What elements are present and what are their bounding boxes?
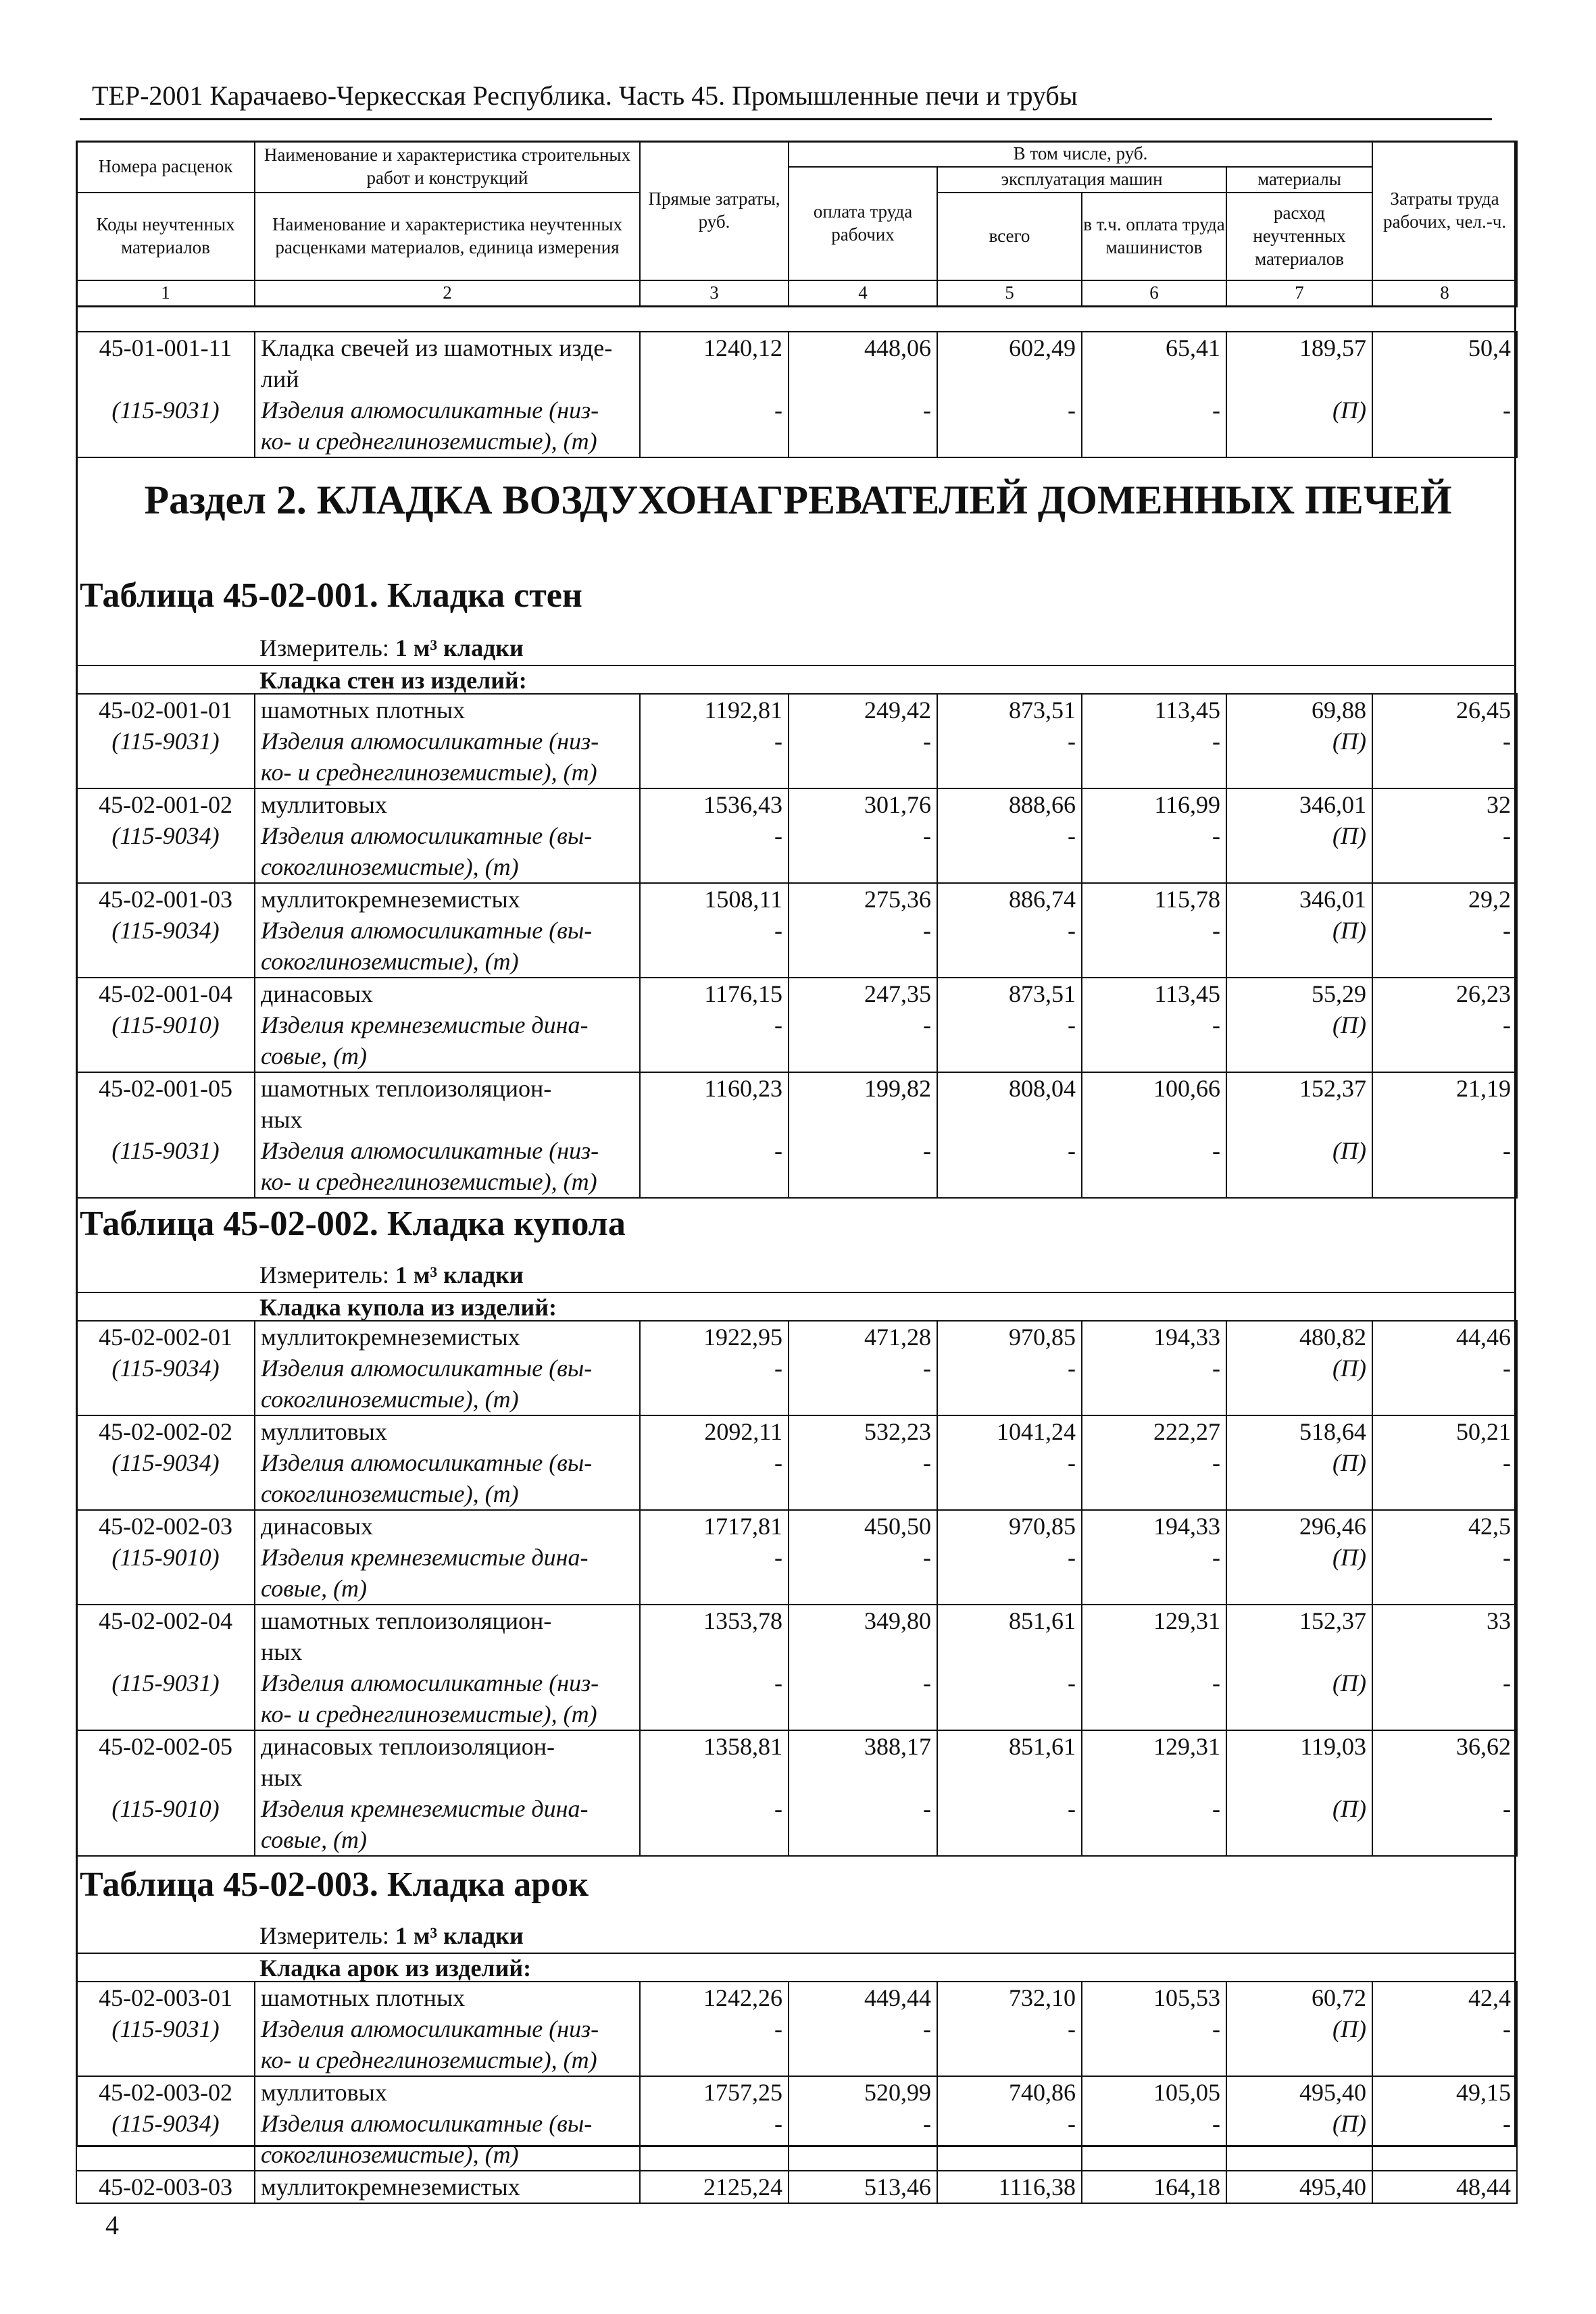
material-name: Изделия алюмосиликатные (вы- сокоглиноземистые), (т) — [255, 1447, 640, 1510]
labor-hours: 49,15 — [1372, 2076, 1517, 2108]
rate-code: 45-01-001-11 — [76, 332, 255, 395]
material-row — [76, 726, 1517, 788]
machines-total: 1116,38 — [937, 2171, 1082, 2203]
dash: - — [937, 726, 1082, 788]
material-row — [76, 1009, 1517, 1072]
dash: - — [937, 915, 1082, 978]
material-p-mark: (П) — [1226, 1793, 1372, 1856]
material-p-mark: (П) — [1226, 1353, 1372, 1415]
dash: - — [789, 2108, 937, 2171]
col-header-name-top: Наименование и характеристика строительных работ и конструкций — [255, 141, 640, 193]
dash: - — [1372, 1447, 1517, 1510]
material-p-mark: (П) — [1226, 2013, 1372, 2076]
labor-pay: 450,50 — [789, 1510, 937, 1542]
dash: - — [789, 395, 937, 457]
dash: - — [1372, 1542, 1517, 1605]
rate-name: муллитокремнеземистых — [255, 1321, 640, 1353]
dash: - — [640, 1793, 789, 1856]
direct-cost: 1757,25 — [640, 2076, 789, 2108]
dash: - — [1372, 2013, 1517, 2076]
direct-cost: 1353,78 — [640, 1605, 789, 1667]
direct-cost: 1717,81 — [640, 1510, 789, 1542]
material-code: (115-9010) — [76, 1793, 255, 1856]
dash: - — [1082, 915, 1226, 978]
col-header-codes-top: Номера расценок — [76, 141, 255, 193]
material-p-mark: (П) — [1226, 915, 1372, 978]
material-p-mark: (П) — [1226, 1667, 1372, 1730]
direct-cost: 2125,24 — [640, 2171, 789, 2203]
material-p-mark: (П) — [1226, 2108, 1372, 2171]
col-header-labor-pay: оплата труда рабочих — [789, 167, 937, 280]
labor-pay: 532,23 — [789, 1415, 937, 1447]
material-code: (115-9034) — [76, 1353, 255, 1415]
machines-total: 732,10 — [937, 1982, 1082, 2013]
col-number: 6 — [1082, 280, 1226, 307]
table-row — [76, 978, 1517, 1009]
material-code: (115-9031) — [76, 726, 255, 788]
labor-hours: 44,46 — [1372, 1321, 1517, 1353]
table-row — [76, 1730, 1517, 1793]
section-title: Раздел 2. КЛАДКА ВОЗДУХОНАГРЕВАТЕЛЕЙ ДОМЕННЫХ ПЕЧЕЙ — [144, 478, 1452, 522]
rate-name: муллитовых — [255, 1415, 640, 1447]
col-number: 5 — [937, 280, 1082, 307]
material-p-mark: (П) — [1226, 395, 1372, 457]
rate-code: 45-02-001-03 — [76, 883, 255, 915]
col-header-machines: эксплуатация машин — [937, 167, 1226, 193]
rate-code: 45-02-002-04 — [76, 1605, 255, 1667]
dash: - — [789, 1447, 937, 1510]
col-header-machinist-pay: в т.ч. оплата труда машинистов — [1082, 193, 1226, 280]
machinist-pay: 164,18 — [1082, 2171, 1226, 2203]
material-row — [76, 1667, 1517, 1730]
material-code: (115-9010) — [76, 1542, 255, 1605]
material-row — [76, 1447, 1517, 1510]
table-row — [76, 1072, 1517, 1135]
machinist-pay: 100,66 — [1082, 1072, 1226, 1135]
rate-name: муллитокремнеземистых — [255, 2171, 640, 2203]
rate-name: динасовых — [255, 1510, 640, 1542]
labor-hours: 42,4 — [1372, 1982, 1517, 2013]
material-code: (115-9034) — [76, 915, 255, 978]
rate-name: шамотных теплоизоляцион- ных — [255, 1072, 640, 1135]
materials: 518,64 — [1226, 1415, 1372, 1447]
labor-pay: 448,06 — [789, 332, 937, 395]
material-name: Изделия кремнеземистые дина- совые, (т) — [255, 1542, 640, 1605]
material-p-mark: (П) — [1226, 726, 1372, 788]
machinist-pay: 129,31 — [1082, 1730, 1226, 1793]
dash: - — [937, 2013, 1082, 2076]
rate-code: 45-02-001-04 — [76, 978, 255, 1009]
dash: - — [789, 1135, 937, 1198]
rates-table-walls — [76, 693, 1518, 1199]
rate-name: муллитокремнеземистых — [255, 883, 640, 915]
rate-name: динасовых теплоизоляцион- ных — [255, 1730, 640, 1793]
page-number: 4 — [105, 2210, 119, 2240]
dash: - — [937, 2108, 1082, 2171]
table-row — [76, 1982, 1517, 2013]
materials: 152,37 — [1226, 1605, 1372, 1667]
labor-hours: 42,5 — [1372, 1510, 1517, 1542]
labor-pay: 471,28 — [789, 1321, 937, 1353]
dash: - — [1372, 1009, 1517, 1072]
dash: - — [1372, 1667, 1517, 1730]
rate-name: шамотных плотных — [255, 694, 640, 726]
material-code: (115-9034) — [76, 820, 255, 883]
machinist-pay: 65,41 — [1082, 332, 1226, 395]
material-name: Изделия алюмосиликатные (низ- ко- и среднеглиноземистые), (т) — [255, 726, 640, 788]
dash: - — [789, 726, 937, 788]
machines-total: 851,61 — [937, 1605, 1082, 1667]
rate-name: муллитовых — [255, 2076, 640, 2108]
measure-unit: Измеритель: 1 м³ кладки — [259, 1261, 524, 1288]
materials: 69,88 — [1226, 694, 1372, 726]
col-number: 3 — [640, 280, 789, 307]
labor-hours: 21,19 — [1372, 1072, 1517, 1135]
labor-pay: 449,44 — [789, 1982, 937, 2013]
dash: - — [640, 915, 789, 978]
dash: - — [937, 1793, 1082, 1856]
material-code: (115-9031) — [76, 395, 255, 457]
labor-pay: 520,99 — [789, 2076, 937, 2108]
table-row — [76, 883, 1517, 915]
machines-total: 873,51 — [937, 694, 1082, 726]
material-name: Изделия алюмосиликатные (вы- сокоглиноземистые), (т) — [255, 820, 640, 883]
col-number: 7 — [1226, 280, 1372, 307]
table-title-arches: Таблица 45-02-003. Кладка арок — [80, 1865, 589, 1904]
material-code: (115-9034) — [76, 2108, 255, 2171]
machinist-pay: 129,31 — [1082, 1605, 1226, 1667]
measure-unit: Измеритель: 1 м³ кладки — [259, 634, 524, 661]
labor-pay: 513,46 — [789, 2171, 937, 2203]
material-row — [76, 2013, 1517, 2076]
dash: - — [937, 1667, 1082, 1730]
table-row — [76, 1605, 1517, 1667]
dash: - — [1372, 395, 1517, 457]
dash: - — [789, 915, 937, 978]
material-code: (115-9031) — [76, 2013, 255, 2076]
materials: 119,03 — [1226, 1730, 1372, 1793]
col-header-labor-hours: Затраты труда рабочих, чел.-ч. — [1372, 141, 1517, 280]
direct-cost: 1240,12 — [640, 332, 789, 395]
rate-code: 45-02-001-05 — [76, 1072, 255, 1135]
dash: - — [789, 2013, 937, 2076]
material-code: (115-9010) — [76, 1009, 255, 1072]
subhead-dome: Кладка купола из изделий: — [259, 1294, 557, 1321]
dash: - — [937, 820, 1082, 883]
dash: - — [1082, 1793, 1226, 1856]
col-header-unaccounted-materials: расход неучтенных материалов — [1226, 193, 1372, 280]
dash: - — [640, 1542, 789, 1605]
rates-table-dome — [76, 1320, 1518, 1857]
machines-total: 808,04 — [937, 1072, 1082, 1135]
dash: - — [1082, 1667, 1226, 1730]
table-row — [76, 2171, 1517, 2203]
rate-code: 45-02-003-03 — [76, 2171, 255, 2203]
labor-pay: 301,76 — [789, 788, 937, 820]
header-divider — [80, 118, 1492, 120]
dash: - — [937, 1135, 1082, 1198]
machinist-pay: 115,78 — [1082, 883, 1226, 915]
dash: - — [640, 395, 789, 457]
dash: - — [789, 1353, 937, 1415]
machinist-pay: 116,99 — [1082, 788, 1226, 820]
labor-hours: 26,23 — [1372, 978, 1517, 1009]
dash: - — [1372, 1793, 1517, 1856]
dash: - — [640, 1353, 789, 1415]
dash: - — [789, 820, 937, 883]
dash: - — [1082, 2013, 1226, 2076]
rate-name: шамотных плотных — [255, 1982, 640, 2013]
rate-code: 45-02-002-01 — [76, 1321, 255, 1353]
labor-pay: 249,42 — [789, 694, 937, 726]
measure-unit: Измеритель: 1 м³ кладки — [259, 1922, 524, 1949]
machines-total: 970,85 — [937, 1321, 1082, 1353]
direct-cost: 1160,23 — [640, 1072, 789, 1135]
materials: 189,57 — [1226, 332, 1372, 395]
dash: - — [640, 1135, 789, 1198]
rate-code: 45-02-003-02 — [76, 2076, 255, 2108]
dash: - — [1082, 395, 1226, 457]
machines-total: 873,51 — [937, 978, 1082, 1009]
table-row — [76, 1415, 1517, 1447]
dash: - — [1082, 820, 1226, 883]
rate-code: 45-02-001-02 — [76, 788, 255, 820]
subhead-arches: Кладка арок из изделий: — [259, 1955, 532, 1982]
dash: - — [937, 1353, 1082, 1415]
labor-hours: 32 — [1372, 788, 1517, 820]
dash: - — [1082, 726, 1226, 788]
dash: - — [640, 2013, 789, 2076]
labor-hours: 33 — [1372, 1605, 1517, 1667]
material-row — [76, 1793, 1517, 1856]
dash: - — [640, 2108, 789, 2171]
machinist-pay: 105,05 — [1082, 2076, 1226, 2108]
table-row — [76, 1510, 1517, 1542]
material-p-mark: (П) — [1226, 820, 1372, 883]
dash: - — [1372, 726, 1517, 788]
material-p-mark: (П) — [1226, 1542, 1372, 1605]
machinist-pay: 222,27 — [1082, 1415, 1226, 1447]
dash: - — [1372, 2108, 1517, 2171]
direct-cost: 1508,11 — [640, 883, 789, 915]
rate-code: 45-02-001-01 — [76, 694, 255, 726]
material-name: Изделия алюмосиликатные (низ- ко- и среднеглиноземистые), (т) — [255, 395, 640, 457]
material-row — [76, 2108, 1517, 2171]
dash: - — [789, 1542, 937, 1605]
material-code: (115-9031) — [76, 1667, 255, 1730]
direct-cost: 1242,26 — [640, 1982, 789, 2013]
col-header-codes-bottom: Коды неучтенных материалов — [76, 193, 255, 280]
direct-cost: 1922,95 — [640, 1321, 789, 1353]
rate-name: динасовых — [255, 978, 640, 1009]
material-row — [76, 1353, 1517, 1415]
material-code: (115-9034) — [76, 1447, 255, 1510]
machinist-pay: 113,45 — [1082, 694, 1226, 726]
table-title-dome: Таблица 45-02-002. Кладка купола — [80, 1205, 626, 1243]
dash: - — [937, 1542, 1082, 1605]
dash: - — [640, 726, 789, 788]
labor-pay: 275,36 — [789, 883, 937, 915]
machines-total: 888,66 — [937, 788, 1082, 820]
rates-table-arches — [76, 1981, 1518, 2204]
materials: 480,82 — [1226, 1321, 1372, 1353]
material-p-mark: (П) — [1226, 1447, 1372, 1510]
machines-total: 886,74 — [937, 883, 1082, 915]
material-name: Изделия алюмосиликатные (вы- сокоглиноземистые), (т) — [255, 915, 640, 978]
machines-total: 602,49 — [937, 332, 1082, 395]
material-name: Изделия алюмосиликатные (низ- ко- и среднеглиноземистые), (т) — [255, 1135, 640, 1198]
dash: - — [1372, 1353, 1517, 1415]
machines-total: 851,61 — [937, 1730, 1082, 1793]
materials: 346,01 — [1226, 883, 1372, 915]
rate-code: 45-02-002-05 — [76, 1730, 255, 1793]
material-row — [76, 915, 1517, 978]
dash: - — [1082, 1542, 1226, 1605]
machinist-pay: 113,45 — [1082, 978, 1226, 1009]
labor-pay: 247,35 — [789, 978, 937, 1009]
dash: - — [640, 1447, 789, 1510]
materials: 346,01 — [1226, 788, 1372, 820]
material-p-mark: (П) — [1226, 1135, 1372, 1198]
material-name: Изделия кремнеземистые дина- совые, (т) — [255, 1793, 640, 1856]
labor-hours: 26,45 — [1372, 694, 1517, 726]
material-name: Изделия кремнеземистые дина- совые, (т) — [255, 1009, 640, 1072]
materials: 152,37 — [1226, 1072, 1372, 1135]
labor-pay: 349,80 — [789, 1605, 937, 1667]
col-number: 2 — [255, 280, 640, 307]
subhead-walls: Кладка стен из изделий: — [259, 667, 527, 694]
materials: 55,29 — [1226, 978, 1372, 1009]
direct-cost: 1536,43 — [640, 788, 789, 820]
machines-total: 970,85 — [937, 1510, 1082, 1542]
dash: - — [640, 820, 789, 883]
dash: - — [789, 1667, 937, 1730]
labor-hours: 48,44 — [1372, 2171, 1517, 2203]
dash: - — [640, 1667, 789, 1730]
dash: - — [789, 1793, 937, 1856]
material-name: Изделия алюмосиликатные (низ- ко- и среднеглиноземистые), (т) — [255, 1667, 640, 1730]
machines-total: 740,86 — [937, 2076, 1082, 2108]
direct-cost: 1358,81 — [640, 1730, 789, 1793]
rate-code: 45-02-003-01 — [76, 1982, 255, 2013]
labor-hours: 36,62 — [1372, 1730, 1517, 1793]
table-title-walls: Таблица 45-02-001. Кладка стен — [80, 576, 582, 615]
material-code: (115-9031) — [76, 1135, 255, 1198]
dash: - — [1082, 1447, 1226, 1510]
col-header-materials: материалы — [1226, 167, 1372, 193]
direct-cost: 2092,11 — [640, 1415, 789, 1447]
material-row — [76, 1135, 1517, 1198]
material-row — [76, 820, 1517, 883]
col-header-name-bottom: Наименование и характеристика неучтенных расценками материалов, единица измерения — [255, 193, 640, 280]
labor-hours: 50,21 — [1372, 1415, 1517, 1447]
direct-cost: 1176,15 — [640, 978, 789, 1009]
dash: - — [1372, 915, 1517, 978]
materials: 296,46 — [1226, 1510, 1372, 1542]
dash: - — [1082, 1135, 1226, 1198]
dash: - — [1082, 1009, 1226, 1072]
table-row — [76, 1321, 1517, 1353]
labor-hours: 29,2 — [1372, 883, 1517, 915]
rate-code: 45-02-002-03 — [76, 1510, 255, 1542]
machinist-pay: 194,33 — [1082, 1510, 1226, 1542]
machinist-pay: 194,33 — [1082, 1321, 1226, 1353]
material-p-mark: (П) — [1226, 1009, 1372, 1072]
table-row — [76, 694, 1517, 726]
dash: - — [937, 395, 1082, 457]
direct-cost: 1192,81 — [640, 694, 789, 726]
material-name: Изделия алюмосиликатные (вы- сокоглиноземистые), (т) — [255, 1353, 640, 1415]
table-row — [76, 2076, 1517, 2108]
materials: 495,40 — [1226, 2171, 1372, 2203]
col-number: 4 — [789, 280, 937, 307]
dash: - — [640, 1009, 789, 1072]
dash: - — [937, 1009, 1082, 1072]
table-row — [76, 788, 1517, 820]
dash: - — [1372, 820, 1517, 883]
dash: - — [937, 1447, 1082, 1510]
labor-pay: 388,17 — [789, 1730, 937, 1793]
col-header-direct: Прямые затраты, руб. — [640, 141, 789, 280]
rate-name: Кладка свечей из шамотных изде- лий — [255, 332, 640, 395]
col-header-included: В том числе, руб. — [789, 141, 1372, 167]
page-header-title: ТЕР-2001 Карачаево-Черкесская Республика. Часть 45. Промышленные печи и трубы — [92, 80, 1078, 111]
col-header-machines-total: всего — [937, 193, 1082, 280]
dash: - — [1082, 1353, 1226, 1415]
rate-name: шамотных теплоизоляцион- ных — [255, 1605, 640, 1667]
dash: - — [1082, 2108, 1226, 2171]
machinist-pay: 105,53 — [1082, 1982, 1226, 2013]
rate-name: муллитовых — [255, 788, 640, 820]
material-name: Изделия алюмосиликатные (вы- сокоглиноземистые), (т) — [255, 2108, 640, 2171]
dash: - — [789, 1009, 937, 1072]
labor-pay: 199,82 — [789, 1072, 937, 1135]
labor-hours: 50,4 — [1372, 332, 1517, 395]
materials: 495,40 — [1226, 2076, 1372, 2108]
material-name: Изделия алюмосиликатные (низ- ко- и среднеглиноземистые), (т) — [255, 2013, 640, 2076]
dash: - — [1372, 1135, 1517, 1198]
col-number: 8 — [1372, 280, 1517, 307]
rate-code: 45-02-002-02 — [76, 1415, 255, 1447]
materials: 60,72 — [1226, 1982, 1372, 2013]
col-number: 1 — [76, 280, 255, 307]
machines-total: 1041,24 — [937, 1415, 1082, 1447]
material-row — [76, 1542, 1517, 1605]
